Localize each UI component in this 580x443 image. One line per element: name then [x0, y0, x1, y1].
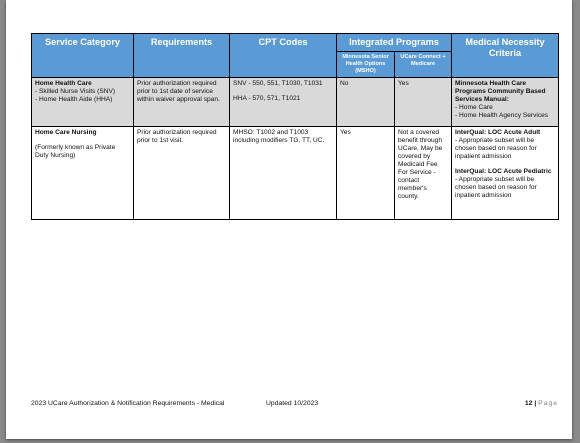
service-note: (Formerly known as Private Duty Nursing): [35, 144, 116, 159]
cpt-line: HHA - 570, 571, T1021: [233, 95, 301, 102]
criteria-title: InterQual: LOC Acute Pediatric: [455, 168, 552, 175]
ucare-connect-cell: Yes: [395, 78, 452, 127]
service-category-cell: [32, 127, 134, 220]
header-service-category: Service Category: [32, 34, 134, 78]
footer-updated: Updated 10/2023: [266, 400, 319, 407]
header-requirements: Requirements: [134, 34, 230, 78]
table-row: [32, 127, 559, 220]
document-page: [6, 0, 572, 439]
criteria-text: - Appropriate subset will be chosen based on reason for inpatient admission: [455, 137, 537, 160]
page-label: Page: [538, 400, 558, 407]
ucare-connect-cell: Not a covered benefit through UCare. May be covered by Medicaid Fee For Service - contact member's county.: [395, 127, 452, 220]
cpt-codes-cell: [230, 127, 337, 220]
cpt-codes-cell: [230, 78, 337, 127]
page-number: 12: [524, 400, 533, 407]
criteria-cell: [452, 127, 559, 220]
cpt-line: MHSO: T1002 and T1003 including modifiers TG, TT, UC.: [233, 129, 325, 144]
criteria-item: - Home Care: [455, 104, 493, 111]
criteria-text: - Appropriate subset will be chosen based on reason for inpatient admission: [455, 176, 537, 199]
service-item: - Skilled Nurse Visits (SNV): [35, 88, 116, 95]
criteria-title: Minnesota Health Care Programs Community Based Services Manual:: [455, 80, 546, 103]
msho-cell: Yes: [337, 127, 395, 220]
msho-cell: No: [337, 78, 395, 127]
requirements-cell: Prior authorization required prior to 1st date of service within waiver approval span.: [134, 78, 230, 127]
header-row: [32, 34, 559, 52]
footer-title: 2023 UCare Authorization & Notification Requirements - Medical: [31, 400, 225, 407]
table-row: [32, 78, 559, 127]
header-cpt-codes: CPT Codes: [230, 34, 337, 78]
requirements-cell: Prior authorization required prior to 1st visit.: [134, 127, 230, 220]
cpt-line: SNV - 550, 551, T1030, T1031: [233, 80, 323, 87]
footer-page: [525, 400, 558, 407]
service-title: Home Health Care: [35, 80, 92, 87]
page-separator: |: [534, 400, 537, 407]
header-ucare-connect: UCare Connect + Medicare: [395, 52, 452, 78]
service-category-cell: [32, 78, 134, 127]
criteria-cell: [452, 78, 559, 127]
criteria-title: InterQual: LOC Acute Adult: [455, 129, 541, 136]
criteria-item: - Home Health Agency Services: [455, 112, 549, 119]
service-item: - Home Health Aide (HHA): [35, 96, 113, 103]
header-msho: Minnesota Senior Health Options (MSHO): [337, 52, 395, 78]
service-title: Home Care Nursing: [35, 129, 97, 136]
requirements-table: [31, 33, 559, 220]
header-medical-necessity: Medical Necessity Criteria: [452, 34, 559, 78]
header-integrated-programs: Integrated Programs: [337, 34, 452, 52]
